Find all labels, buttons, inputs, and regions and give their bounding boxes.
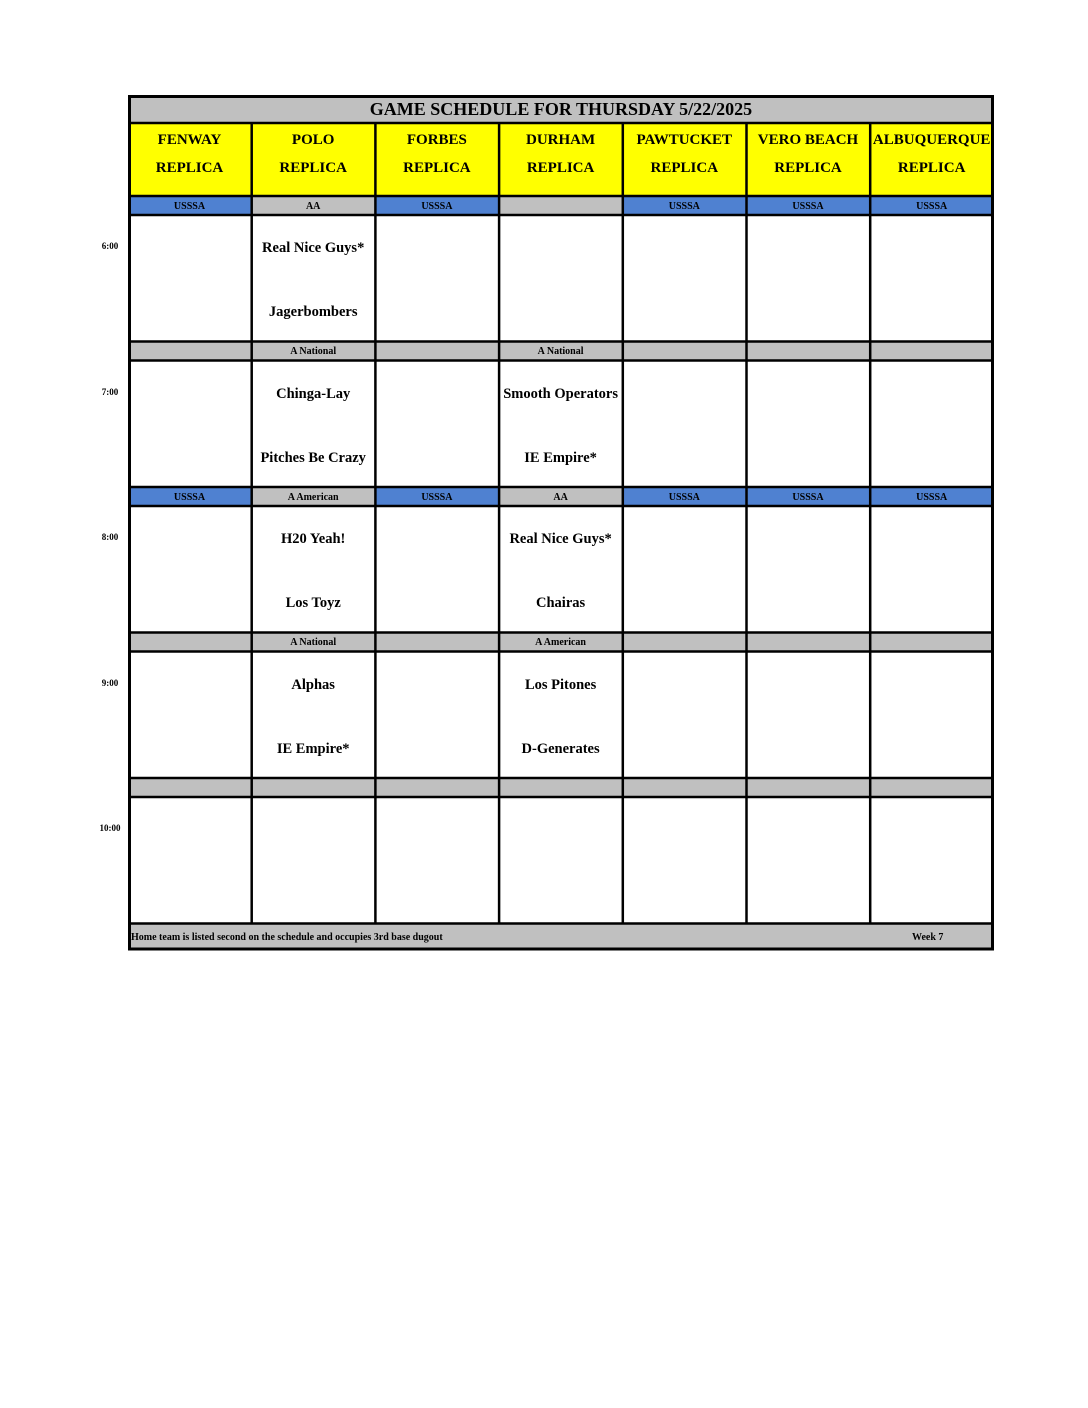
division-label: USSSA — [173, 200, 206, 212]
away-team: Real Nice Guys* — [509, 531, 612, 547]
schedule-title: GAME SCHEDULE FOR THURSDAY 5/22/2025 — [369, 98, 753, 119]
home-team: D-Generates — [521, 740, 600, 757]
division-label — [375, 779, 498, 797]
field-subtitle: REPLICA — [279, 160, 347, 176]
division-label: AA — [553, 491, 568, 503]
division-label — [375, 343, 498, 361]
footer-note: Home team is listed second on the schedule and occupies 3rd base dugout — [131, 931, 443, 943]
division-label — [747, 343, 870, 361]
field-subtitle: REPLICA — [403, 160, 471, 176]
field-name: ALBUQUERQUE — [872, 132, 991, 148]
home-team: IE Empire* — [524, 449, 597, 466]
division-label — [623, 634, 746, 652]
division-label: A American — [535, 637, 586, 648]
division-label — [747, 779, 870, 797]
division-label — [623, 779, 746, 797]
field-name: POLO — [291, 132, 335, 148]
division-label — [252, 779, 375, 797]
home-team: Chairas — [536, 595, 586, 611]
field-name: VERO BEACH — [757, 132, 859, 148]
home-team: IE Empire* — [276, 740, 350, 757]
field-name: FORBES — [406, 132, 467, 148]
away-team: Real Nice Guys* — [262, 240, 365, 256]
field-name: PAWTUCKET — [636, 132, 733, 148]
time-label: 9:00 — [101, 677, 119, 688]
division-label: AA — [305, 200, 321, 212]
division-label — [623, 343, 746, 361]
division-label — [870, 634, 993, 652]
schedule-table — [128, 95, 994, 951]
division-label — [128, 343, 251, 361]
division-label: USSSA — [916, 491, 948, 503]
field-name: DURHAM — [526, 132, 596, 148]
division-label — [375, 634, 498, 652]
field-subtitle: REPLICA — [897, 160, 966, 176]
footer-week: Week 7 — [912, 931, 944, 943]
home-team: Los Toyz — [285, 595, 341, 611]
away-team: Alphas — [291, 676, 335, 693]
field-subtitle: REPLICA — [650, 160, 719, 176]
away-team: Los Pitones — [524, 676, 597, 693]
away-team: Chinga-Lay — [276, 385, 351, 402]
division-label: USSSA — [668, 491, 700, 503]
field-subtitle: REPLICA — [526, 160, 595, 176]
division-label: A National — [290, 637, 337, 648]
division-label: A National — [537, 346, 584, 357]
field-subtitle: REPLICA — [774, 160, 842, 176]
field-name: FENWAY — [157, 132, 222, 148]
home-team: Pitches Be Crazy — [260, 449, 366, 466]
time-label: 8:00 — [101, 532, 119, 542]
division-label — [870, 779, 993, 797]
division-label: USSSA — [792, 200, 824, 212]
away-team: Smooth Operators — [503, 385, 618, 402]
division-label: USSSA — [421, 200, 453, 212]
time-label: 6:00 — [101, 241, 119, 251]
division-label: USSSA — [421, 491, 453, 503]
away-team: H20 Yeah! — [281, 531, 346, 547]
division-label — [128, 779, 251, 797]
division-label — [747, 634, 870, 652]
division-label — [499, 197, 622, 215]
division-label: USSSA — [668, 200, 700, 212]
time-label: 7:00 — [101, 386, 119, 397]
division-label: USSSA — [792, 491, 824, 503]
division-label: USSSA — [173, 491, 206, 503]
division-label — [499, 779, 622, 797]
division-label: USSSA — [916, 200, 948, 212]
division-label — [870, 343, 993, 361]
time-label: 10:00 — [99, 823, 121, 833]
division-label — [128, 634, 251, 652]
division-label: A American — [287, 491, 339, 503]
division-label: A National — [290, 346, 337, 357]
field-subtitle: REPLICA — [155, 160, 224, 176]
home-team: Jagerbombers — [268, 304, 358, 320]
